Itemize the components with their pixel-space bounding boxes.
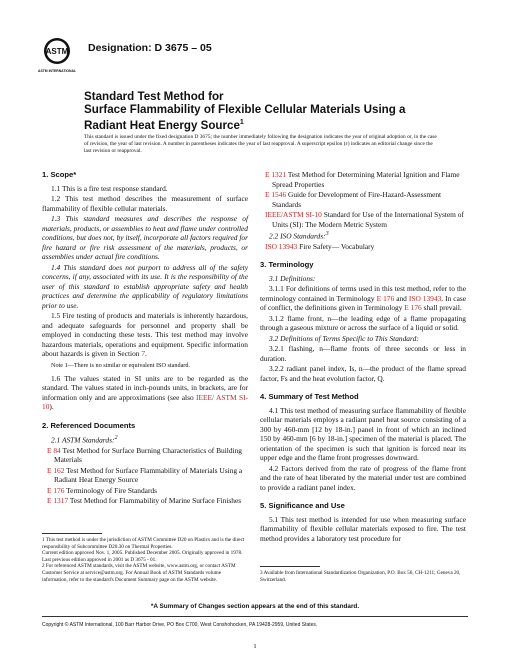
para-2-2: 2.2 ISO Standards:$^3$	[269, 231, 329, 241]
ref-code-link[interactable]: IEEE/ASTM SI-10	[265, 210, 322, 219]
footnote-rule-left	[42, 533, 102, 534]
ref-code-link[interactable]: E 176	[47, 485, 65, 495]
section-heading-summary: 4. Summary of Test Method	[260, 392, 359, 402]
para-1-6: 1.6 The values stated in SI units are to be regarded as the standard. The values stated in inch-pounds units, in brackets, are for information only and are approximations (see also IEEE/ ASTM SI-10).	[42, 373, 248, 411]
e176-link[interactable]: E 176	[376, 293, 395, 303]
svg-text:ASTM: ASTM	[45, 47, 69, 56]
section-heading-scope: 1. Scope*	[42, 170, 77, 179]
ref-code-link[interactable]: E 1546	[265, 190, 287, 199]
section-heading-significance: 5. Significance and Use	[260, 501, 345, 511]
ref-e1546: E 1546 Guide for Development of Fire-Hazard-Assessment Standards	[265, 190, 442, 209]
astm-logo	[38, 36, 76, 76]
footnotes-right	[260, 570, 466, 583]
ref-code-link[interactable]: E 162	[47, 465, 65, 475]
ieee-si10-link[interactable]: IEEE/ ASTM SI-10	[42, 392, 248, 411]
footnote-1-edition: Current edition approved Nov. 1, 2005. Published December 2005. Originally approved in 1978. Last previous edition approved in 2001 as D 3675 - 01.	[42, 550, 243, 563]
title-line-2: Surface Flammability of Flexible Cellular Materials Using a	[84, 103, 406, 116]
para-3-2-1: 3.2.1 flashing, n—flame fronts of three seconds or less in duration.	[260, 344, 466, 363]
copyright: Copyright © ASTM International, 100 Barr Harbor Drive, PO Box C700, West Conshohocken, PA 19428-2959, United States.	[42, 622, 318, 628]
title-line-3: Radiant Heat Energy Source$^1$	[84, 118, 244, 132]
footnotes-left	[42, 537, 248, 583]
para-5-1: 5.1 This test method is intended for use when measuring surface flammability of flexible cellular materials exposed to fire. The test method provides a laboratory test procedure for	[260, 514, 466, 543]
footnote-1: 1 This test method is under the jurisdiction of ASTM Committee D20 on Plastics and is the direct responsibility of Subcommittee D20.30 on Thermal Properties.	[42, 537, 245, 550]
para-3-2: 3.2 Definitions of Terms Specific to This Standard:	[269, 333, 419, 343]
ref-code-link[interactable]: E 84	[47, 445, 61, 455]
ref-code-link[interactable]: E 1317	[47, 496, 69, 506]
ref-e1317: E 1317 Test Method for Flammability of Marine Surface Finishes	[47, 496, 242, 506]
para-1-3: 1.3 This standard measures and describes the response of materials, products, or assemblies to heat and flame under controlled conditions, but does not, by itself, incorporate all factors required for fire hazard or fire risk assessment of the materials, products, or assemblies under actual fire conditions.	[42, 214, 248, 261]
title-line-1: Standard Test Method for	[84, 90, 224, 103]
para-3-2-2: 3.2.2 radiant panel index, Is, n—the product of the flame spread factor, Fs and the heat evolution factor, Q.	[260, 364, 466, 383]
para-1-4: 1.4 This standard does not purport to address all of the safety concerns, if any, associated with its use. It is the responsibility of the user of this standard to establish appropriate safety and health practices and determine the applicability of regulatory limitations prior to use.	[42, 262, 248, 310]
ref-code-link[interactable]: E 1321	[265, 170, 287, 179]
ref-ieee-si10: IEEE/ASTM SI-10 Standard for Use of the International System of Units (SI): The Modern Metric System	[265, 210, 464, 229]
right-column	[260, 170, 466, 544]
logo-text: ASTM INTERNATIONAL	[38, 69, 76, 73]
summary-of-changes-note: *A Summary of Changes section appears at the end of this standard.	[150, 603, 360, 610]
section-7-link[interactable]: 7	[141, 349, 146, 358]
footer-rule	[42, 616, 468, 617]
para-1-5: 1.5 Fire testing of products and materials is inherently hazardous, and adequate safeguards for personnel and property shall be employed in conducting these tests. This test method may involve hazardous materials, operations and equipment. Specific information about hazards is given in Section 7.	[42, 311, 248, 358]
ref-e176: E 176 Terminology of Fire Standards	[47, 485, 157, 495]
section-heading-terminology: 3. Terminology	[260, 260, 314, 270]
left-column	[42, 170, 248, 507]
ref-e1321: E 1321 Test Method for Determining Material Ignition and Flame Spread Properties	[265, 170, 460, 189]
para-1-2: 1.2 This test method describes the measurement of surface flammability of flexible cellular materials.	[42, 194, 248, 213]
footnote-3: 3 Available from International Standardization Organization, P.O. Box 56, CH-1211; Geneva 20, Switzerland.	[260, 570, 461, 583]
footnote-rule-right	[260, 566, 320, 567]
para-3-1: 3.1 Definitions:	[269, 273, 316, 283]
e176-link[interactable]: E 176	[404, 303, 422, 313]
ref-e162: E 162 Test Method for Surface Flammability of Materials Using a Radiant Heat Energy Source	[47, 465, 243, 485]
ref-iso13943: ISO 13943 Fire Safety— Vocabulary	[265, 241, 375, 251]
para-2-1: 2.1 ASTM Standards:$^2$	[51, 435, 118, 445]
para-3-1-2: 3.1.2 flame front, n—the leading edge of a flame propagating through a gaseous mixture or across the surface of a liquid or solid.	[260, 313, 466, 333]
document-title	[84, 90, 444, 132]
designation: Designation: D 3675 – 05	[88, 42, 212, 54]
para-1-1: 1.1 This is a fire test response standard.	[51, 183, 168, 193]
para-3-1-1: 3.1.1 For definitions of terms used in this test method, refer to the terminology contained in Terminology E 176 and ISO 13943. In case of conflict, the definitions given in Terminology E 176 shall prevail.	[260, 284, 467, 313]
note-1: Note 1—There is no similar or equivalent ISO standard.	[51, 361, 191, 369]
ref-e84: E 84 Test Method for Surface Burning Characteristics of Building Materials	[47, 445, 242, 465]
iso13943-link[interactable]: ISO 13943	[408, 293, 442, 303]
para-4-2: 4.2 Factors derived from the rate of progress of the flame front and the rate of heat liberated by the material under test are combined to provide a radiant panel index.	[260, 463, 466, 492]
footnote-2: 2 For referenced ASTM standards, visit the ASTM website, www.astm.org, or contact ASTM Customer Service at service@astm.org. For Annual Book of ASTM Standards volume information, refer to the standard's Document Summary page on the ASTM website.	[42, 563, 236, 583]
issued-note: This standard is issued under the fixed designation D 3675; the number immediately following the designation indicates the year of original adoption or, in the case of revision, the year of last revision. A number in parentheses indicates the year of last reapproval. A superscript epsilon (ε) indicates an editorial change since the last revision or reapproval.	[84, 134, 437, 155]
section-heading-referenced-documents: 2. Referenced Documents	[42, 420, 136, 430]
para-4-1: 4.1 This test method of measuring surface flammability of flexible cellular materials employs a radiant panel heat source consisting of a 300 by 460-mm [12 by 18-in.] panel in front of which an inclined 150 by 460-mm [6 by 18-in.] specimen of the material is placed. The orientation of the specimen is such that ignition is forced near its upper edge and the flame front progresses downward.	[260, 405, 466, 463]
page-number: 1	[253, 643, 257, 650]
ref-code-link[interactable]: ISO 13943	[265, 241, 298, 251]
